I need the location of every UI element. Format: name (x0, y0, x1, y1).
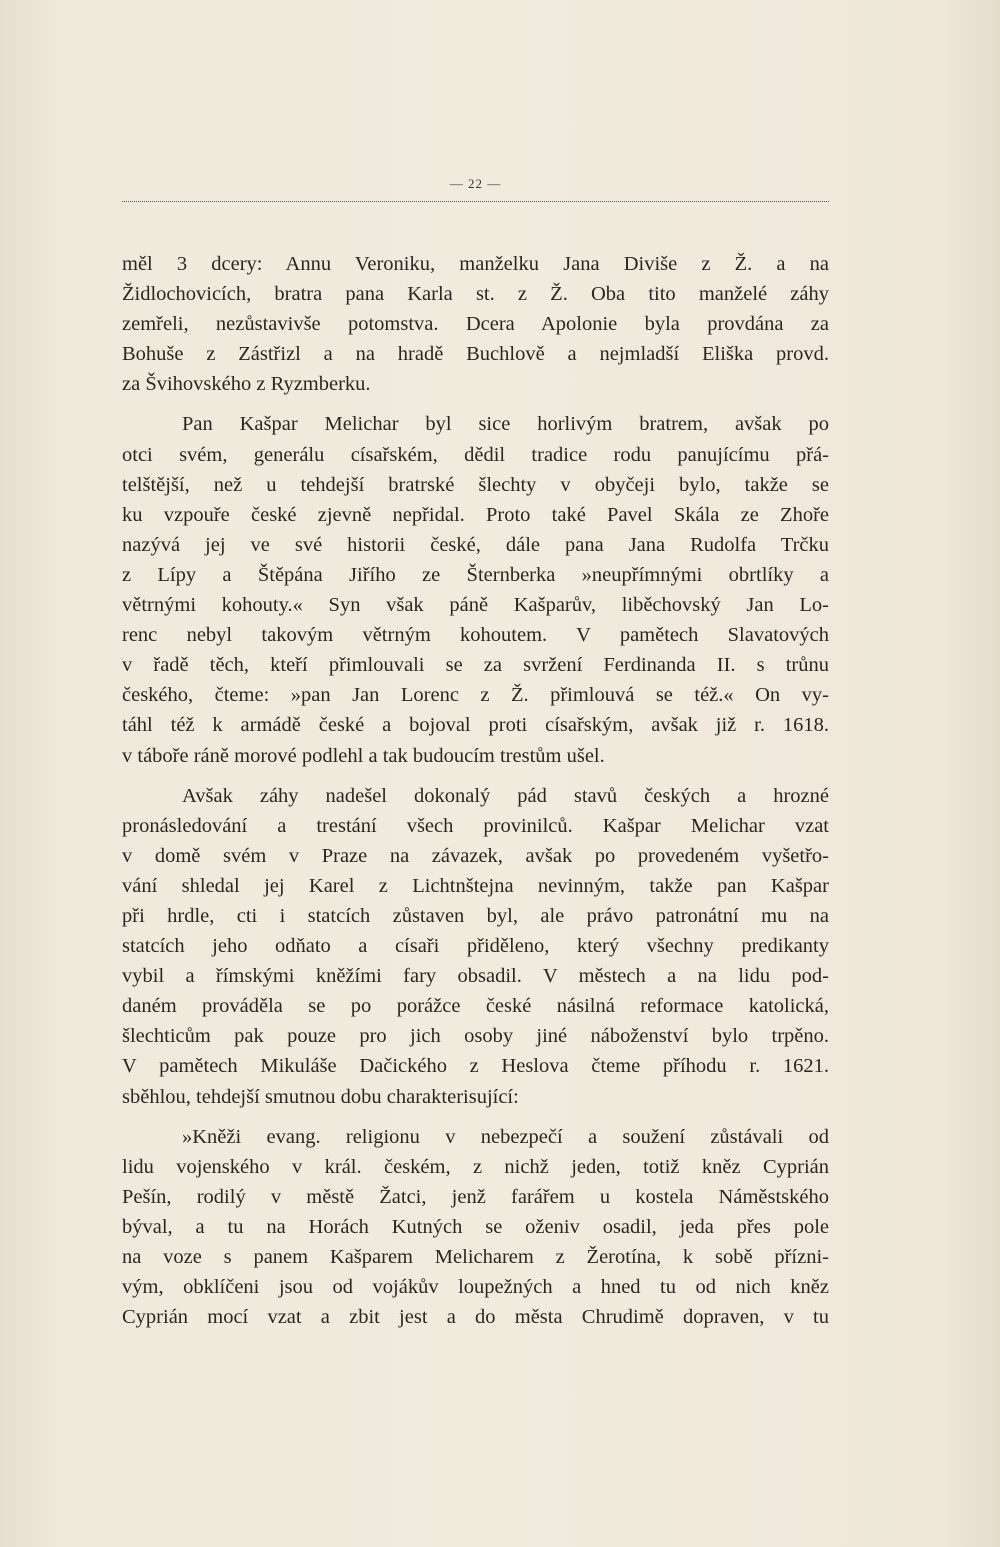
paragraph-3 (122, 781, 829, 1112)
paragraph-4 (122, 1122, 829, 1333)
page-number: — 22 — (449, 176, 502, 191)
text-line: vým, obklíčeni jsou od vojákův loupežných a hned tu od nich kněz (122, 1276, 829, 1299)
header-divider (122, 201, 829, 202)
paragraph-1 (122, 249, 829, 399)
text-line: šlechticům pak pouze pro jich osoby jiné náboženství bylo trpěno. (122, 1025, 829, 1048)
text-line: českého, čteme: »pan Jan Lorenc z Ž. přimlouvá se též.« On vy- (122, 684, 829, 707)
text-line: býval, a tu na Horách Kutných se oženiv osadil, jeda přes pole (122, 1215, 829, 1238)
text-line: Bohuše z Zástřizl a na hradě Buchlově a nejmladší Eliška provd. (122, 343, 829, 366)
text-line: Avšak záhy nadešel dokonalý pád stavů českých a hrozné (182, 784, 829, 807)
text-line: pronásledování a trestání všech provinilců. Kašpar Melichar vzat (122, 814, 829, 837)
text-line: sběhlou, tehdejší smutnou dobu charakterisující: (122, 1085, 519, 1108)
text-line: zemřeli, nezůstavivše potomstva. Dcera Apolonie byla provdána za (122, 313, 829, 336)
text-line: táhl též k armádě české a bojoval proti císařským, avšak již r. 1618. (122, 714, 829, 737)
text-line: nazývá jej ve své historii české, dále pana Jana Rudolfa Trčku (122, 533, 829, 556)
text-line: na voze s panem Kašparem Melicharem z Žerotína, k sobě přízni- (122, 1246, 829, 1268)
text-line: telštější, než u tehdejší bratrské šlechty v obyčeji bylo, takže se (122, 473, 829, 496)
text-line: při hrdle, cti i statcích zůstaven byl, ale právo patronátní mu na (122, 904, 829, 927)
text-line: vání shledal jej Karel z Lichtnštejna nevinným, takže pan Kašpar (122, 874, 829, 897)
text-line: vybil a římskými kněžími fary obsadil. V městech a na lidu pod- (122, 965, 829, 988)
text-line: Židlochovicích, bratra pana Karla st. z Ž. Oba tito manželé záhy (122, 283, 829, 306)
text-line: lidu vojenského v král. českém, z nichž jeden, totiž kněz Cyprián (122, 1155, 829, 1178)
text-line: za Švihovského z Ryzmberku. (122, 373, 371, 396)
text-line: V pamětech Mikuláše Dačického z Heslova čteme příhodu r. 1621. (122, 1055, 829, 1078)
text-line: ku vzpouře české zjevně nepřidal. Proto také Pavel Skála ze Zhoře (122, 503, 829, 526)
text-line: statcích jeho odňato a císaři přiděleno, který všechny predikanty (122, 935, 829, 958)
text-line: »Kněži evang. religionu v nebezpečí a soužení zůstávali od (182, 1125, 829, 1148)
text-line: v táboře ráně morové podlehl a tak budoucím trestům ušel. (122, 744, 605, 767)
text-line: větrnými kohouty.« Syn však páně Kašparův, liběchovský Jan Lo- (122, 594, 829, 617)
text-line: daném prováděla se po porážce české násilná reformace katolická, (122, 995, 829, 1018)
text-line: v řadě těch, kteří přimlouvali se za svržení Ferdinanda II. s trůnu (122, 654, 829, 677)
text-line: renc nebyl takovým větrným kohoutem. V pamětech Slavatových (122, 624, 829, 647)
text-line: z Lípy a Štěpána Jiřího ze Šternberka »neupřímnými obrtlíky a (122, 563, 829, 586)
text-line: Cyprián mocí vzat a zbit jest a do města Chrudimě dopraven, v tu (122, 1306, 829, 1329)
text-line: měl 3 dcery: Annu Veroniku, manželku Jana Diviše z Ž. a na (122, 253, 829, 275)
text-line: otci svém, generálu císařském, dědil tradice rodu panujícímu přá- (122, 443, 829, 466)
text-line: Pešín, rodilý v městě Žatci, jenž farářem u kostela Náměstského (122, 1185, 829, 1208)
text-line: v domě svém v Praze na závazek, avšak po provedeném vyšetřo- (122, 844, 829, 867)
body-text (122, 249, 829, 1332)
paragraph-2 (122, 409, 829, 770)
text-line: Pan Kašpar Melichar byl sice horlivým bratrem, avšak po (182, 413, 829, 436)
